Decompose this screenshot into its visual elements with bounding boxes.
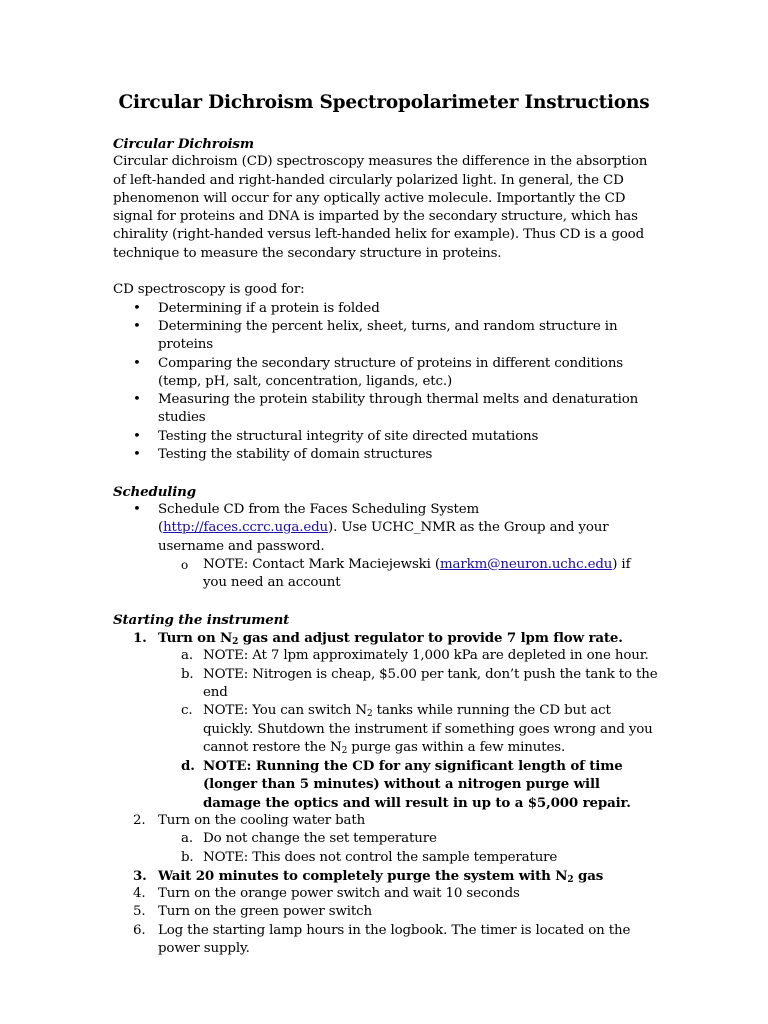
list-item: • Comparing the secondary structure of proteins in different conditions (temp, pH, salt, concentration, ligands, etc.) [113,355,658,392]
faces-link[interactable]: http://faces.ccrc.uga.edu [163,520,329,536]
list-item: • Testing the stability of domain structures [113,446,658,464]
good-for-label: CD spectroscopy is good for: [113,282,305,298]
list-item: o NOTE: Contact Mark Maciejewski (markm@neuron.uchc.edu) if you need an account [113,556,658,593]
list-item: • Determining the percent helix, sheet, turns, and random structure in proteins [113,318,658,355]
step-item: 2. Turn on the cooling water bath a. Do not change the set temperature b. NOTE: This does not control the sample temperature [113,812,658,867]
list-item: • Determining if a protein is folded [113,300,658,318]
step-item: 1. Turn on $N_2$ gas and adjust regulator to provide 7 lpm flow rate. a. NOTE: At 7 lpm approximately 1,000 kPa are depleted in one hour. b. NOTE: Nitrogen is cheap, $5.00 per tank, don’t push the tank to the end c. NOTE: You can switch $N_2$ tanks while running the CD but act quickly. Shutdown the instrument if something goes wrong and you cannot restore the $N_2$ purge gas within a few minutes. d. NOTE: Running the CD for any significant length of time (longer than 5 minutes) without a nitrogen purge will damage the optics and will result in up to a $5,000 repair. [133,630,658,811]
list-item: • Measuring the protein stability through thermal melts and denaturation studies [113,391,658,428]
intro-paragraph: Circular dichroism (CD) spectroscopy measures the difference in the absorption of left-handed and right-handed circularly polarized light. In general, the CD phenomenon will occur for any optically active molecule. Importantly the CD signal for proteins and DNA is imparted by the secondary structure, which has chirality (right-handed versus left-handed helix for example). Thus CD is a good technique to measure the secondary structure in proteins. [113,154,648,261]
list-item: • Testing the structural integrity of site directed mutations [113,428,658,446]
section-heading-scheduling: Scheduling [113,483,196,500]
section-heading-circular-dichroism: Circular Dichroism [113,136,254,152]
substep-item: c. NOTE: You can switch $N_2$ tanks while running the CD but act quickly. Shutdown the instrument if something goes wrong and you cannot restore the $N_2$ purge gas within a few minutes. [181,703,653,756]
step-item: 4. Turn on the orange power switch and wait 10 seconds [133,886,520,902]
step-item: 3. Wait 20 minutes to completely purge the system with $N_2$ gas [133,867,604,885]
substep-item: a. NOTE: At 7 lpm approximately 1,000 kPa are depleted in one hour. [181,648,649,664]
scheduling-list [113,501,658,592]
step-1-substeps [158,647,658,812]
steps-list [113,629,658,958]
list-item: • Schedule CD from the Faces Scheduling System (http://faces.ccrc.uga.edu). Use UCHC_NMR as the Group and your username and password. o NOTE: Contact Mark Maciejewski (markm@neuron.uchc.edu) if you need an account [113,501,658,592]
page-title: Circular Dichroism Spectropolarimeter Instructions [118,92,650,113]
substep-item: a. Do not change the set temperature [181,831,437,847]
uses-list [113,300,658,465]
step-item: 5. Turn on the green power switch [133,904,372,920]
document-body [113,135,658,958]
email-link[interactable]: markm@neuron.uchc.edu [439,556,613,572]
substep-item: d. NOTE: Running the CD for any significant length of time (longer than 5 minutes) without a nitrogen purge will damage the optics and will result in up to a $5,000 repair. [181,758,631,811]
step-2-substeps [158,830,658,867]
substep-item: b. NOTE: Nitrogen is cheap, $5.00 per tank, don’t push the tank to the end [181,666,658,700]
section-heading-starting: Starting the instrument [113,611,290,628]
substep-item: b. NOTE: This does not control the sample temperature [181,849,558,865]
scheduling-sublist [158,556,658,593]
step-item: 6. Log the starting lamp hours in the logbook. The timer is located on the power supply. [133,922,631,957]
